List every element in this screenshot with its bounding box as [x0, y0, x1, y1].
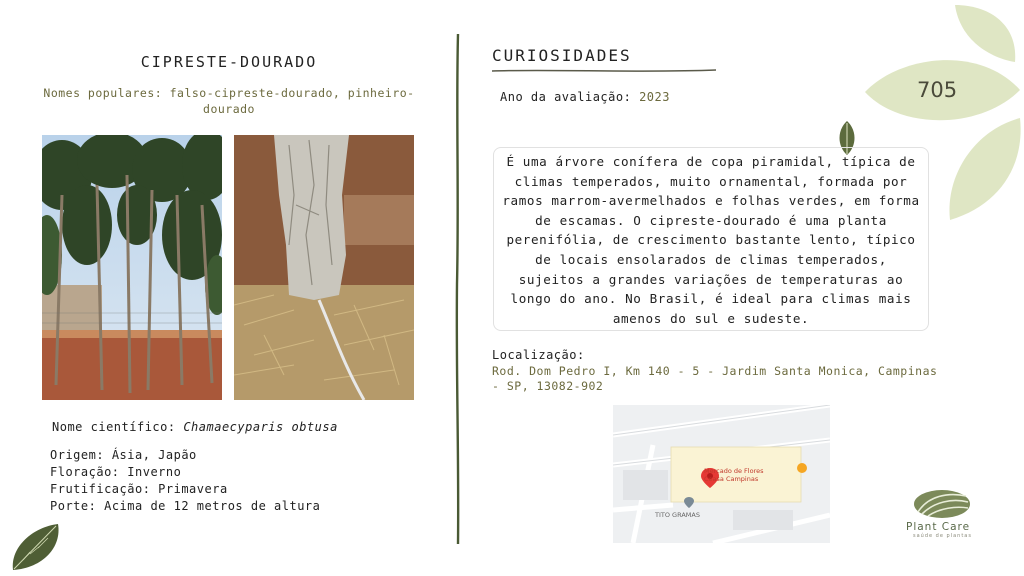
plant-number-badge: 705 [917, 78, 958, 102]
bark-photo [234, 135, 414, 400]
fact-size [50, 498, 320, 515]
map-place-line2: Ceasa Campinas [704, 475, 759, 483]
evaluation-year-label: Ano da avaliação: [500, 90, 632, 104]
scientific-name [52, 420, 338, 434]
location-value: Rod. Dom Pedro I, Km 140 - 5 - Jardim Santa Monica, Campinas - SP, 13082-902 [492, 364, 938, 393]
fact-value: Primavera [158, 482, 228, 496]
scientific-name-label: Nome científico: [52, 420, 176, 434]
curiosities-title: CURIOSIDADES [492, 46, 632, 65]
decorative-leaf-bottom-left [8, 522, 64, 572]
fact-value: Ásia, Japão [111, 448, 197, 462]
fact-label: Porte: [50, 499, 97, 513]
poi-icon [797, 463, 807, 473]
map-secondary-label: TITO GRAMAS [655, 511, 700, 519]
plant-care-logo-icon [912, 486, 972, 520]
map-place-label [704, 467, 764, 483]
plant-common-name: CIPRESTE-DOURADO [140, 53, 318, 71]
popular-names [42, 85, 416, 117]
column-divider [452, 34, 464, 544]
fact-label: Origem: [50, 448, 105, 462]
scientific-name-value: Chamaecyparis obtusa [183, 420, 338, 434]
evaluation-year-value: 2023 [639, 90, 670, 104]
fact-flowering [50, 464, 320, 481]
fact-label: Floração: [50, 465, 120, 479]
popular-names-value: falso-cipreste-dourado, pinheiro-dourado [169, 86, 415, 116]
fact-fruiting [50, 481, 320, 498]
brand-name: Plant Care [906, 521, 971, 533]
title-underline [492, 68, 716, 74]
evaluation-year [500, 90, 670, 104]
brand-tagline: saúde de plantas [913, 533, 972, 539]
fact-origin [50, 447, 320, 464]
popular-names-label: Nomes populares: [43, 86, 163, 100]
fact-value: Acima de 12 metros de altura [104, 499, 321, 513]
fact-label: Frutificação: [50, 482, 151, 496]
fact-value: Inverno [127, 465, 182, 479]
location-label: Localização: [492, 348, 585, 362]
location-map[interactable] [613, 405, 830, 543]
plant-facts [50, 447, 320, 515]
tree-photo [42, 135, 222, 400]
description-box [493, 147, 929, 331]
description-text: É uma árvore conífera de copa piramidal, típica de climas temperados, muito ornamental, formada por ramos marrom-avermelhados e folhas verdes, em forma de escamas. O cipreste-dourado é uma planta perenifólia, de crescimento bastante lento, típico de locais ensolarados de climas temperados, sujeitos a grandes variações de temperaturas ao longo do ano. No Brasil, é ideal para climas mais amenos do sul e sudeste. [502, 154, 920, 326]
map-place-line1: Mercado de Flores [704, 467, 764, 475]
